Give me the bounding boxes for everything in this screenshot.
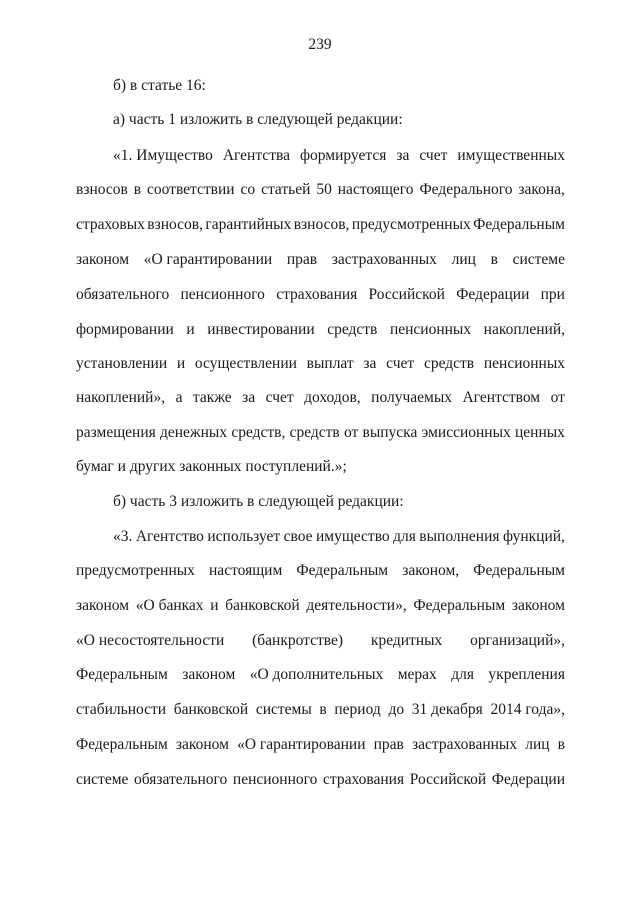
word: средств xyxy=(423,355,475,372)
word: также xyxy=(192,389,232,406)
word: счет xyxy=(386,355,415,372)
word: получаемых xyxy=(371,389,453,406)
text-line xyxy=(76,285,565,305)
word: застрахованных xyxy=(411,736,518,753)
word: прав xyxy=(286,251,318,268)
word: «О банках xyxy=(135,597,204,614)
word: Агентство xyxy=(135,528,204,545)
word: Российской xyxy=(368,286,445,303)
word: системе xyxy=(512,251,565,268)
word: настоящим xyxy=(209,562,283,579)
text-line: б) часть 3 изложить в следующей редакции: xyxy=(113,493,404,510)
word: законом xyxy=(76,597,130,614)
word: страхования xyxy=(323,771,405,788)
word: системы xyxy=(255,701,312,718)
word: пенсионных xyxy=(389,321,472,338)
text-line xyxy=(76,423,565,443)
word: выплат xyxy=(306,355,354,372)
word: предусмотренных xyxy=(76,562,195,579)
text-line xyxy=(76,215,565,235)
text-line xyxy=(76,354,565,374)
word: для xyxy=(393,528,416,545)
text-line xyxy=(76,180,565,200)
text-line xyxy=(76,631,565,651)
word: со xyxy=(240,181,256,198)
word: Федерации xyxy=(491,771,565,788)
page-number: 239 xyxy=(308,36,332,53)
text-line: б) в статье 16: xyxy=(113,77,206,94)
word: гарантийных xyxy=(205,216,292,233)
word: лиц xyxy=(451,251,476,268)
word: обязательного xyxy=(76,286,170,303)
word: за xyxy=(363,355,377,372)
word: формировании xyxy=(76,321,174,338)
word: организаций», xyxy=(470,632,565,649)
text-line xyxy=(76,388,565,408)
word: Федерального xyxy=(419,181,513,198)
word: Федеральным xyxy=(473,216,565,233)
word: в xyxy=(557,736,565,753)
text-line: а) часть 1 изложить в следующей редакции: xyxy=(113,111,403,128)
word: счет xyxy=(265,389,294,406)
word: средств xyxy=(289,424,340,441)
word: и xyxy=(176,355,186,372)
word: за xyxy=(396,147,410,164)
word: законом xyxy=(76,251,130,268)
word: 50 xyxy=(316,181,332,198)
word: имущественных xyxy=(457,147,565,164)
word: в xyxy=(319,701,327,718)
text-line xyxy=(76,596,565,616)
text-line xyxy=(113,527,565,547)
word: для xyxy=(451,666,474,683)
word: системе xyxy=(76,771,129,788)
word: накоплений», xyxy=(76,389,166,406)
word: Федерации xyxy=(456,286,530,303)
word: формируется xyxy=(299,147,387,164)
word: эмиссионных xyxy=(421,424,511,441)
word: законом xyxy=(175,736,229,753)
word: «О дополнительных xyxy=(249,666,384,683)
word: счет xyxy=(419,147,448,164)
word: Федеральным xyxy=(473,562,565,579)
word: статьей xyxy=(261,181,311,198)
text-line xyxy=(76,770,565,790)
word: Российской xyxy=(409,771,487,788)
word: законом xyxy=(182,666,236,683)
word: средств, xyxy=(231,424,286,441)
word: соответствии xyxy=(147,181,235,198)
word: укрепления xyxy=(488,666,565,683)
word: пенсионного xyxy=(180,286,265,303)
word: предусмотренных xyxy=(351,216,471,233)
word: законом xyxy=(511,597,565,614)
word: период xyxy=(334,701,381,718)
word: обязательного xyxy=(134,771,228,788)
word: а xyxy=(175,389,183,406)
word: Федеральным xyxy=(413,597,506,614)
word: пенсионных xyxy=(483,355,565,372)
word: осуществлении xyxy=(194,355,297,372)
word: при xyxy=(540,286,565,303)
word: кредитных xyxy=(370,632,443,649)
word: средств xyxy=(327,321,378,338)
word: прав xyxy=(373,736,404,753)
word: и xyxy=(210,597,219,614)
word: пенсионного xyxy=(232,771,318,788)
word: от xyxy=(343,424,359,441)
word: Агентством xyxy=(462,389,541,406)
text-line xyxy=(113,146,565,166)
word: использует xyxy=(207,528,281,545)
word: в xyxy=(490,251,498,268)
word: Федеральным xyxy=(76,736,168,753)
word: настоящего xyxy=(337,181,414,198)
word: лиц xyxy=(525,736,550,753)
word: и xyxy=(186,321,195,338)
text-line xyxy=(76,735,565,755)
word: инвестировании xyxy=(207,321,315,338)
text-line xyxy=(76,561,565,581)
word: доходов, xyxy=(304,389,361,406)
word: банковской xyxy=(173,701,249,718)
word: банковской xyxy=(225,597,300,614)
word: Агентства xyxy=(222,147,290,164)
word: 31 декабря xyxy=(411,701,483,718)
word: законом, xyxy=(402,562,460,579)
word: деятельности», xyxy=(306,597,407,614)
word: взносов xyxy=(76,181,128,198)
word: «3. xyxy=(113,528,133,545)
word: ценных xyxy=(514,424,565,441)
text-line xyxy=(76,700,565,720)
word: Федеральным xyxy=(76,666,168,683)
word: в xyxy=(133,181,142,198)
word: денежных xyxy=(159,424,228,441)
word: размещения xyxy=(76,424,156,441)
text-line: бумаг и других законных поступлений.»; xyxy=(76,458,347,475)
word: застрахованных xyxy=(331,251,437,268)
word: «1. Имущество xyxy=(113,147,213,164)
word: свое xyxy=(283,528,313,545)
word: 2014 года», xyxy=(490,701,565,718)
text-line xyxy=(76,320,565,340)
word: «О гарантировании xyxy=(237,736,366,753)
word: взносов, xyxy=(147,216,203,233)
word: имущество xyxy=(315,528,390,545)
word: закона, xyxy=(518,181,565,198)
word: выпуска xyxy=(362,424,418,441)
word: страховых xyxy=(76,216,145,233)
word: «О гарантировании xyxy=(143,251,273,268)
word: до xyxy=(388,701,405,718)
word: выполнения xyxy=(419,528,500,545)
text-line xyxy=(76,665,565,685)
word: взносов, xyxy=(293,216,350,233)
text-line xyxy=(76,250,565,270)
word: мерах xyxy=(397,666,437,683)
word: функций, xyxy=(502,528,565,545)
word: стабильности xyxy=(76,701,167,718)
word: от xyxy=(550,389,565,406)
word: установлении xyxy=(76,355,168,372)
word: Федеральным xyxy=(296,562,389,579)
word: (банкротстве) xyxy=(252,632,344,649)
word: «О несостоятельности xyxy=(76,632,225,649)
word: страхования xyxy=(276,286,358,303)
word: накоплений, xyxy=(483,321,565,338)
word: за xyxy=(242,389,256,406)
